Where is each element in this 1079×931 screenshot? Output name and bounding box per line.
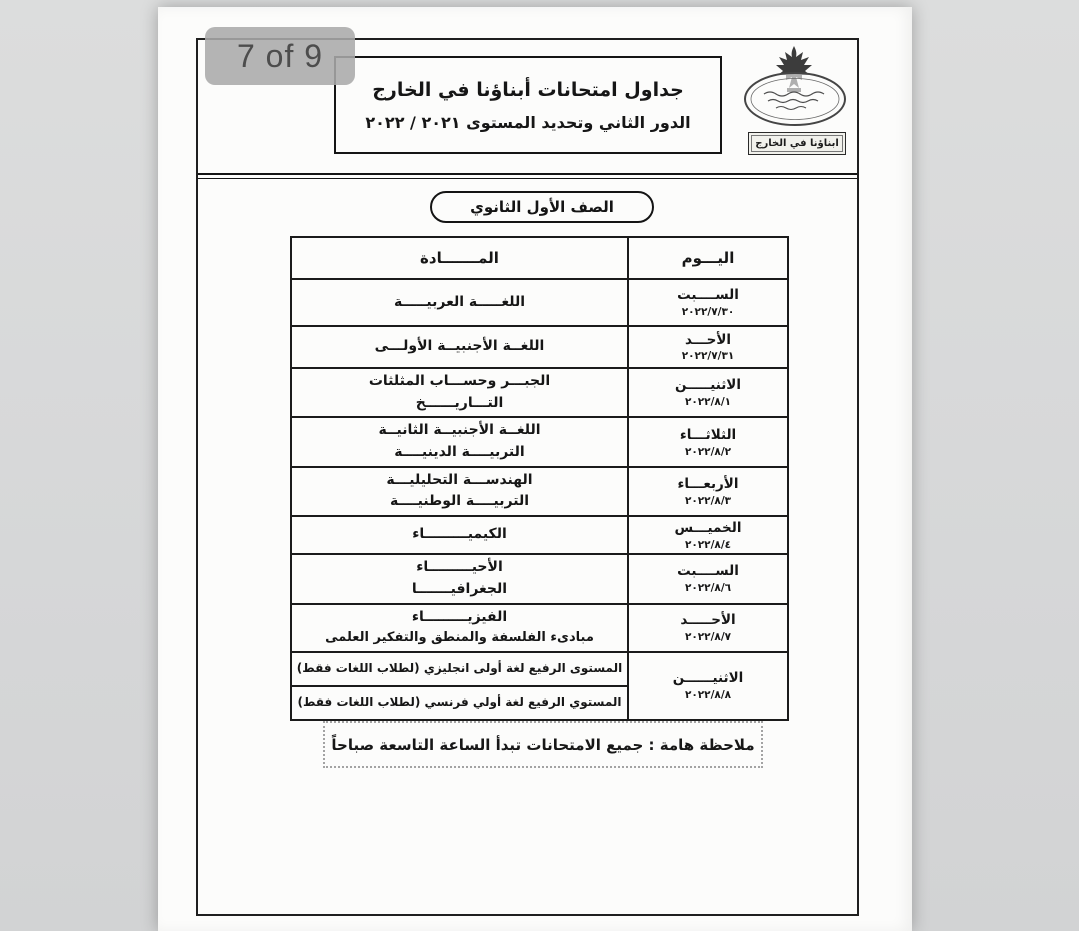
subject: اللغـــــة العربيـــــة <box>393 293 526 310</box>
subject: اللغــة الأجنبيــة الأولـــى <box>374 338 545 355</box>
exam-date: ٢٠٢٢/٨/٢ <box>684 445 732 458</box>
day-cell <box>628 368 788 417</box>
subject-cell <box>291 604 628 652</box>
subject: الكيميـــــــــاء <box>412 526 507 543</box>
table-row <box>291 417 788 466</box>
table-row <box>291 516 788 554</box>
table-row <box>291 368 788 417</box>
column-header-day: اليـــوم <box>628 237 788 279</box>
page-indicator-badge <box>205 27 355 85</box>
day-cell <box>628 652 788 720</box>
subject: التـــاريــــــخ <box>415 394 504 411</box>
table-row <box>291 652 788 686</box>
table-row <box>291 554 788 603</box>
day-cell <box>628 516 788 554</box>
subject: مبادىء الفلسفة والمنطق والتفكير العلمى <box>325 630 594 646</box>
table-row <box>291 604 788 652</box>
subject: الجبـــر وحســـاب المثلثات <box>368 373 551 389</box>
page-indicator-text: 7 of 9 <box>236 37 324 74</box>
table-row <box>291 467 788 516</box>
day-name: الســــبت <box>677 287 739 304</box>
subject-cell <box>291 326 628 368</box>
day-name: الثلاثـــاء <box>679 426 737 443</box>
table-header-row <box>291 237 788 279</box>
subject-cell <box>291 417 628 466</box>
subject-cell <box>291 279 628 326</box>
document-subtitle: الدور الثاني وتحديد المستوى ٢٠٢١ / ٢٠٢٢ <box>365 112 691 132</box>
exam-date: ٢٠٢٢/٧/٣١ <box>681 350 735 363</box>
subject: اللغــة الأجنبيــة الثانيــة <box>378 422 541 439</box>
day-name: الأربعـــاء <box>677 476 739 492</box>
document-border-frame <box>196 38 859 916</box>
column-header-subject: المـــــــادة <box>291 237 628 279</box>
day-name: الاثنيــــــن <box>672 670 744 687</box>
important-note-text: ملاحظة هامة : جميع الامتحانات تبدأ الساعة التاسعة صباحاً <box>331 735 755 754</box>
grade-title-pill <box>430 191 654 223</box>
header-divider <box>198 173 857 179</box>
document-title: جداول امتحانات أبناؤنا في الخارج <box>372 78 684 101</box>
exam-date: ٢٠٢٢/٨/١ <box>684 396 732 409</box>
exam-schedule-table <box>290 236 789 721</box>
day-name: الاثنيـــــن <box>675 377 741 394</box>
important-note-box <box>323 721 763 768</box>
stamp-label-text: ابناؤنا في الخارج <box>755 138 839 149</box>
subject-cell <box>291 368 628 417</box>
day-cell <box>628 604 788 652</box>
day-cell <box>628 417 788 466</box>
subject: الهندســـة التحليليـــة <box>386 471 533 488</box>
document-title-box <box>334 56 722 154</box>
subject: الأحيـــــــــاء <box>416 559 503 576</box>
day-cell <box>628 554 788 603</box>
day-name: الأحـــــد <box>680 612 736 629</box>
document-page <box>158 7 912 931</box>
subject: المستوي الرفيع لغة أولي فرنسي (لطلاب اللغات فقط) <box>297 694 622 709</box>
day-cell <box>628 467 788 516</box>
exam-date: ٢٠٢٢/٨/٨ <box>684 688 732 701</box>
subject: الفيزيـــــــــاء <box>411 608 508 625</box>
stamp-label-box <box>748 132 846 155</box>
subject-cell <box>291 516 628 554</box>
exam-date: ٢٠٢٢/٧/٣٠ <box>681 305 735 318</box>
table-row <box>291 326 788 368</box>
subject-cell <box>291 554 628 603</box>
grade-title-text: الصف الأول الثانوي <box>470 198 614 216</box>
exam-date: ٢٠٢٢/٨/٣ <box>684 494 732 507</box>
day-cell <box>628 279 788 326</box>
oval-stamp-icon <box>742 70 848 128</box>
exam-date: ٢٠٢٢/٨/٧ <box>684 630 732 643</box>
ministry-logo-block <box>738 44 854 158</box>
table-row <box>291 279 788 326</box>
subject-cell <box>291 686 628 720</box>
subject: التربيــــة الدينيــــة <box>394 444 525 461</box>
subject-cell <box>291 652 628 686</box>
subject: التربيــــة الوطنيــــة <box>389 493 530 510</box>
day-name: الخميـــس <box>674 519 742 536</box>
day-cell <box>628 326 788 368</box>
subject: المستوى الرفيع لغة أولى انجليزي (لطلاب اللغات فقط) <box>296 660 623 675</box>
subject: الجغرافيـــــــا <box>411 580 508 597</box>
day-name: الســــبت <box>677 563 739 580</box>
exam-date: ٢٠٢٢/٨/٤ <box>684 538 732 551</box>
day-name: الأحـــد <box>684 331 732 348</box>
subject-cell <box>291 467 628 516</box>
exam-date: ٢٠٢٢/٨/٦ <box>684 582 732 595</box>
